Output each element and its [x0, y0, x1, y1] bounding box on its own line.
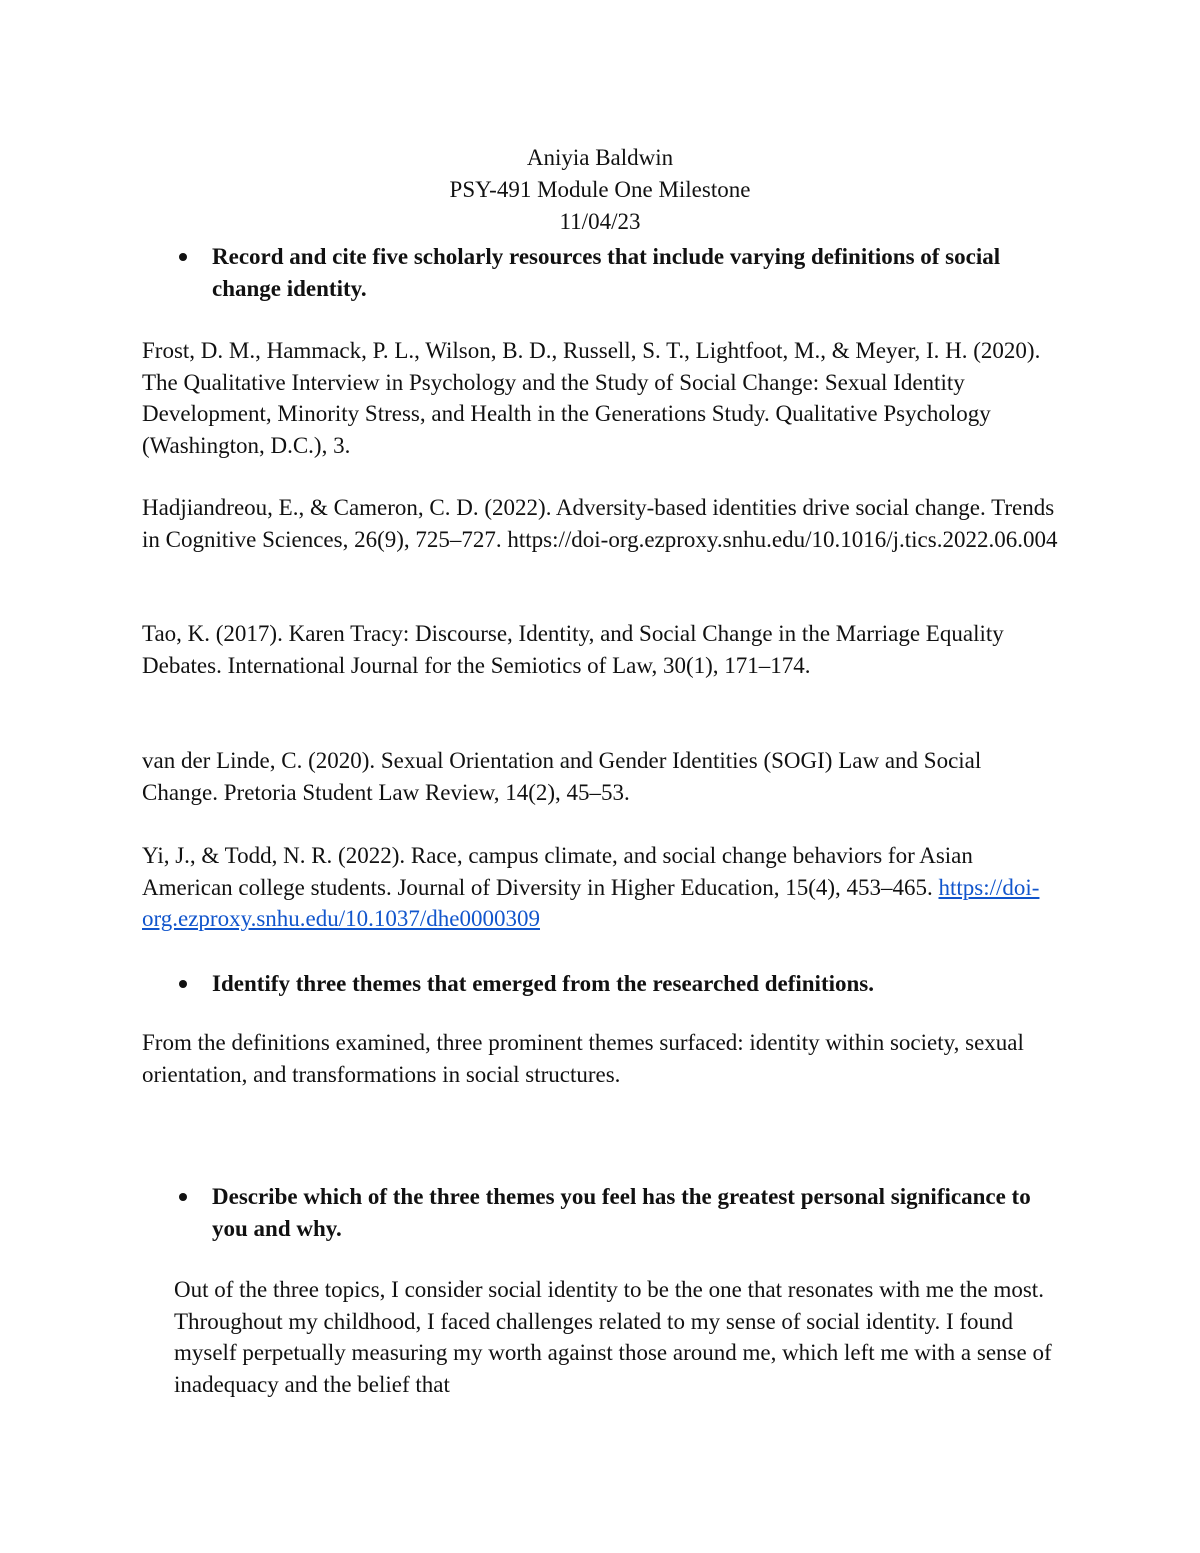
reference-2 [142, 492, 1062, 555]
reference-5 [142, 840, 1062, 935]
significance-section [174, 1274, 1074, 1400]
significance-paragraph: Out of the three topics, I consider social identity to be the one that resonates with me the most. Throughout my childhood, I faced challenges related to my sense of social identity. I found myself perpetually measuring my worth against those around me, which left me with a sense of inadequacy and the belief that [174, 1277, 1052, 1397]
author-name: Aniyia Baldwin [526, 145, 674, 170]
reference-5-text: Yi, J., & Todd, N. R. (2022). Race, campus climate, and social change behaviors for Asian American college students. Journal of Diversity in Higher Education, 15(4), 453–465. [142, 843, 973, 900]
bullet-icon [179, 1193, 187, 1201]
prompt-3-text: Describe which of the three themes you feel has the greatest personal significance to you and why. [212, 1184, 1031, 1241]
reference-1-text: Frost, D. M., Hammack, P. L., Wilson, B. D., Russell, S. T., Lightfoot, M., & Meyer, I. H. (2020). The Qualitative Interview in Psychology and the Study of Social Change: Sexual Identity Development, Minority Stress, and Health in the Generations Study. Qualitative Psychology (Washington, D.C.), 3. [142, 338, 1041, 458]
prompt-3 [142, 1181, 1062, 1244]
course-title: PSY-491 Module One Milestone [449, 177, 751, 202]
reference-1 [142, 335, 1062, 461]
reference-4 [142, 745, 1062, 808]
reference-3 [142, 618, 1062, 681]
bullet-icon [179, 980, 187, 988]
prompt-2-text: Identify three themes that emerged from the researched definitions. [212, 971, 874, 996]
reference-2-text: Hadjiandreou, E., & Cameron, C. D. (2022). Adversity-based identities drive social change. Trends in Cognitive Sciences, 26(9), 725–727. https://doi-org.ezproxy.snhu.edu/10.1016/j.tics.2022.06.004 [142, 495, 1058, 552]
document-date: 11/04/23 [559, 209, 641, 234]
reference-5-doi-link[interactable]: https://doi-org.ezproxy.snhu.edu/10.1037/dhe0000309 [142, 874, 1040, 931]
reference-3-text: Tao, K. (2017). Karen Tracy: Discourse, Identity, and Social Change in the Marriage Equality Debates. International Journal for the Semiotics of Law, 30(1), 171–174. [142, 621, 1004, 678]
document-header [0, 142, 1200, 238]
themes-section [142, 1027, 1062, 1090]
reference-4-text: van der Linde, C. (2020). Sexual Orientation and Gender Identities (SOGI) Law and Social Change. Pretoria Student Law Review, 14(2), 45–53. [142, 748, 982, 805]
prompt-1 [142, 241, 1062, 304]
bullet-icon [179, 253, 187, 261]
prompt-1-text: Record and cite five scholarly resources that include varying definitions of social change identity. [212, 244, 1001, 301]
themes-paragraph: From the definitions examined, three prominent themes surfaced: identity within society, sexual orientation, and transformations in social structures. [142, 1030, 1024, 1087]
prompt-2 [142, 968, 1062, 1000]
